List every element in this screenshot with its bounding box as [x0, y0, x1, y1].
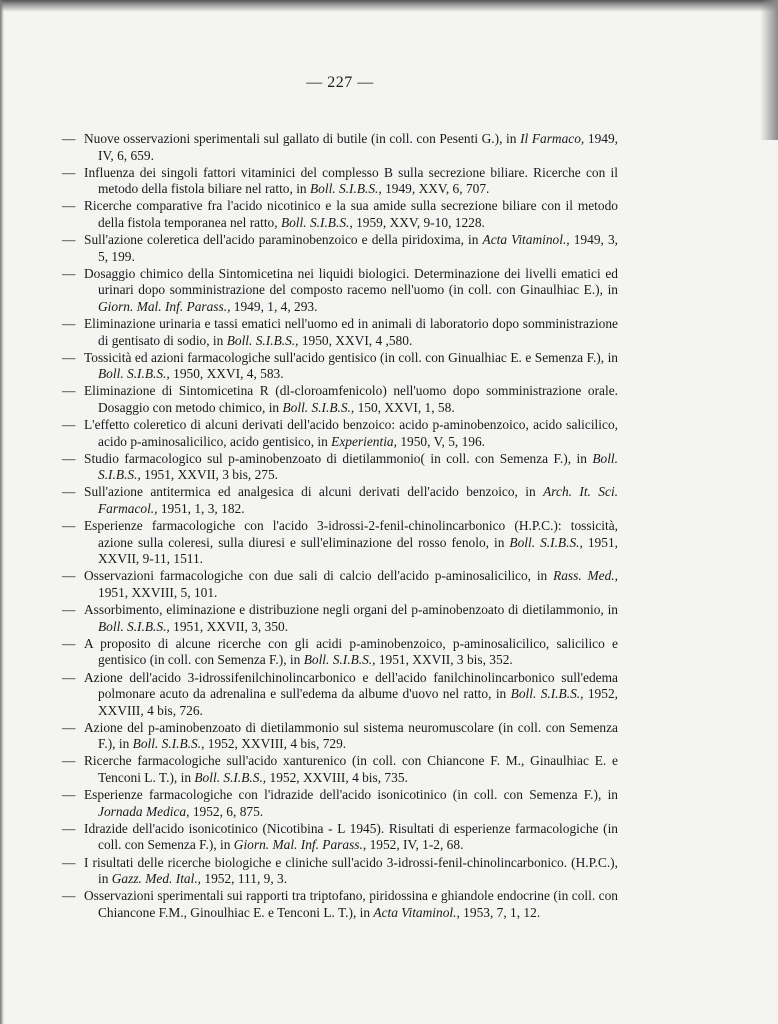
entry-journal: Boll. S.I.B.S.,: [280, 214, 353, 230]
entry-title: L'effetto coleretico di alcuni derivati dell'acido benzoico: acido p-aminobenzoico, acido salicilico, acido p-aminosalicilico, acido gentisico, in: [84, 417, 618, 449]
entry-dash: —: [62, 602, 76, 618]
entry-title: Sull'azione antitermica ed analgesica di alcuni derivati dell'acido benzoico, in: [84, 484, 544, 500]
entry-citation: 1952, XXVIII, 4 bis, 726.: [98, 686, 618, 718]
entry-journal: Boll. S.I.B.S.,: [132, 736, 205, 752]
entry-title: Ricerche comparative fra l'acido nicotinico e la sua amide sulla secrezione biliare con il metodo della fistola temporanea nel ratto,: [84, 198, 618, 230]
entry-journal: Boll. S.I.B.S.,: [309, 181, 382, 197]
entry-journal: Acta Vitaminol.,: [373, 904, 460, 920]
entry-title: Osservazioni sperimentali sui rapporti tra triptofano, piridossina e ghiandole endocrine (in coll. con Chiancone F.M., Ginoulhiac E. e Tenconi L. T.), in: [84, 888, 618, 920]
entry-citation: 1952, 111, 9, 3.: [201, 871, 288, 887]
entry-dash: —: [62, 232, 76, 248]
bibliography-entry: [62, 787, 618, 820]
entry-citation: 1952, XXVIII, 4 bis, 729.: [204, 736, 347, 752]
bibliography-entry: [62, 855, 618, 888]
entry-title: Tossicità ed azioni farmacologiche sull'acido gentisico (in coll. con Ginualhiac E. e Semenza F.), in: [84, 349, 618, 365]
entry-title: Azione del p-aminobenzoato di dietilammonio sul sistema neuromuscolare (in coll. con Semenza F.), in: [84, 719, 618, 752]
bibliography-entry: [62, 131, 618, 164]
entry-dash: —: [62, 753, 76, 769]
entry-journal: Boll. S.I.B.S.,: [98, 618, 170, 634]
bibliography-entry: [62, 165, 618, 198]
entry-title: Osservazioni farmacologiche con due sali di calcio dell'acido p-aminosalicilico, in: [84, 568, 554, 584]
bibliography-entry: [62, 888, 618, 921]
bibliography-entry: [62, 198, 618, 231]
entry-dash: —: [62, 635, 76, 651]
entry-citation: 1949, XXV, 6, 707.: [381, 181, 490, 197]
entry-journal: Boll. S.I.B.S.,: [226, 332, 299, 348]
bibliography-entry: [62, 417, 618, 450]
entry-dash: —: [62, 265, 76, 281]
entry-title: Sull'azione coleretica dell'acido paraminobenzoico e della piridoxima, in: [84, 232, 483, 248]
entry-title: Azione dell'acido 3-idrossifenilchinolincarbonico e dell'acido fanilchinolincarbonico sull'edema polmonare acuto da adrenalina e sull'edema da albume d'uovo nel ratto, in: [84, 669, 618, 702]
entry-journal: Boll. S.I.B.S.,: [98, 450, 618, 483]
entry-journal: Giorn. Mal. Inf. Parass.,: [233, 837, 367, 853]
bibliography-entry: [62, 316, 618, 349]
bibliography-entry: [62, 232, 618, 265]
bibliography-entry: [62, 720, 618, 753]
entry-dash: —: [62, 484, 76, 500]
entry-journal: Jornada Medica,: [98, 803, 190, 819]
entry-journal: Boll. S.I.B.S.,: [509, 534, 583, 550]
entry-dash: —: [62, 164, 76, 180]
bibliography-entry: [62, 518, 618, 568]
scan-edge-top: [0, 0, 778, 12]
entry-citation: 1952, 6, 875.: [189, 803, 264, 819]
entry-dash: —: [62, 131, 76, 146]
entry-citation: 1951, XXVII, 3 bis, 275.: [140, 467, 279, 483]
entry-dash: —: [62, 198, 76, 214]
entry-journal: Il Farmaco,: [520, 131, 585, 146]
entry-journal: Boll. S.I.B.S.,: [194, 770, 267, 786]
entry-journal: Boll. S.I.B.S.,: [282, 400, 355, 415]
entry-citation: 1951, XXVII, 3 bis, 352.: [375, 652, 513, 668]
entry-citation: 1959, XXV, 9-10, 1228.: [352, 214, 485, 230]
entry-journal: Boll. S.I.B.S.,: [510, 686, 584, 702]
bibliography-entry: [62, 602, 618, 635]
scan-edge-left: [0, 0, 4, 1024]
entry-dash: —: [62, 568, 76, 584]
entry-journal: Acta Vitaminol.,: [482, 232, 570, 248]
entry-title: I risultati delle ricerche biologiche e cliniche sull'acido 3-idrossi-fenil-chinolincarbonico. (H.P.C.), in: [84, 854, 618, 887]
bibliography-entry: [62, 266, 618, 316]
entry-journal: Boll. S.I.B.S.,: [98, 366, 170, 382]
entry-journal: Giorn. Mal. Inf. Parass.,: [98, 298, 231, 314]
entry-title: Esperienze farmacologiche con l'acido 3-idrossi-2-fenil-chinolincarbonico (H.P.C.): tossicità, azione sulla coleresi, sulla diuresi e sull'eliminazione del rosso fenolo, in: [84, 518, 618, 550]
entry-title: Influenza dei singoli fattori vitaminici del complesso B sulla secrezione biliare. Ricerche con il metodo della fistola biliare nel ratto, in: [84, 164, 618, 197]
entry-dash: —: [62, 820, 76, 836]
entry-citation: 1949, IV, 6, 659.: [98, 131, 619, 163]
entry-title: Eliminazione di Sintomicetina R (dl-cloroamfenicolo) nell'uomo dopo somministrazione orale. Dosaggio con metodo chimico, in: [84, 383, 618, 415]
entry-dash: —: [62, 417, 76, 433]
bibliography-entry: [62, 484, 618, 517]
entry-journal: Boll. S.I.B.S.,: [303, 652, 376, 668]
entry-title: A proposito di alcune ricerche con gli acidi p-aminobenzoico, p-aminosalicilico, salicilico e gentisico (in coll. con Semenza F.), in: [84, 635, 618, 668]
entry-title: Assorbimento, eliminazione e distribuzione negli organi del p-aminobenzoato di dietilammonio, in: [84, 602, 618, 618]
entry-citation: 1950, XXVI, 4 ,580.: [298, 332, 413, 348]
entry-title: Idrazide dell'acido isonicotinico (Nicotibina - L 1945). Risultati di esperienze farmacologiche (in coll. con Semenza F.), in: [84, 820, 618, 853]
bibliography-entry: [62, 821, 618, 854]
entry-title: Eliminazione urinaria e tassi ematici nell'uomo ed in animali di laboratorio dopo somministrazione di gentisato di sodio, in: [84, 316, 618, 348]
entry-title: Ricerche farmacologiche sull'acido xanturenico (in coll. con Chiancone F. M., Ginaulhiac E. e Tenconi L. T.), in: [84, 753, 618, 786]
entry-title: Dosaggio chimico della Sintomicetina nei liquidi biologici. Determinazione dei livelli ematici ed urinari dopo somministrazione del composto racemo nell'uomo (in coll. con Ginaulhiac E.), in: [84, 265, 618, 298]
entry-journal: Arch. It. Sci. Farmacol.,: [98, 484, 619, 517]
scan-edge-right: [760, 0, 778, 140]
bibliography-entry: [62, 636, 618, 669]
bibliography-entry: [62, 670, 618, 720]
entry-journal: Experientia,: [331, 433, 397, 449]
bibliography-entry: [62, 753, 618, 786]
entry-citation: 1949, 3, 5, 199.: [98, 232, 618, 264]
entry-dash: —: [62, 518, 76, 534]
entry-citation: 1949, 1, 4, 293.: [230, 298, 318, 314]
entry-dash: —: [62, 316, 76, 332]
entry-citation: 1950, V, 5, 196.: [396, 433, 486, 449]
entry-title: Esperienze farmacologiche con l'idrazide dell'acido isonicotinico (in coll. con Semenza F.), in: [84, 787, 618, 803]
entry-citation: 1951, XXVIII, 5, 101.: [98, 585, 218, 601]
bibliography-entry: [62, 350, 618, 383]
entry-dash: —: [62, 383, 76, 399]
entry-dash: —: [62, 854, 76, 870]
entry-dash: —: [62, 719, 76, 735]
entry-journal: Rass. Med.,: [553, 568, 618, 584]
bibliography-entry: [62, 568, 618, 601]
entry-citation: 1952, IV, 1-2, 68.: [366, 837, 464, 853]
page-number: — 227 —: [306, 74, 374, 91]
entry-title: Studio farmacologico sul p-aminobenzoato di dietilammonio( in coll. con Semenza F.), in: [84, 450, 593, 466]
entry-citation: 1950, XXVI, 4, 583.: [169, 366, 284, 382]
entry-journal: Gazz. Med. Ital.,: [111, 871, 202, 887]
entry-dash: —: [62, 787, 76, 803]
entry-citation: 1953, 7, 1, 12.: [459, 904, 541, 920]
entry-dash: —: [62, 888, 76, 904]
entry-citation: 1952, XXVIII, 4 bis, 735.: [266, 770, 408, 786]
entry-dash: —: [62, 450, 76, 466]
entry-dash: —: [62, 349, 76, 365]
bibliography-list: [62, 131, 618, 922]
bibliography-entry: [62, 383, 618, 416]
entry-citation: 150, XXVI, 1, 58.: [354, 400, 455, 415]
entry-citation: 1951, 1, 3, 182.: [157, 501, 245, 517]
entry-dash: —: [62, 669, 76, 685]
entry-citation: 1951, XXVII, 9-11, 1511.: [98, 534, 618, 567]
bibliography-entry: [62, 451, 618, 484]
entry-title: Nuove osservazioni sperimentali sul gallato di butile (in coll. con Pesenti G.), in: [84, 131, 521, 146]
entry-citation: 1951, XXVII, 3, 350.: [169, 618, 289, 634]
